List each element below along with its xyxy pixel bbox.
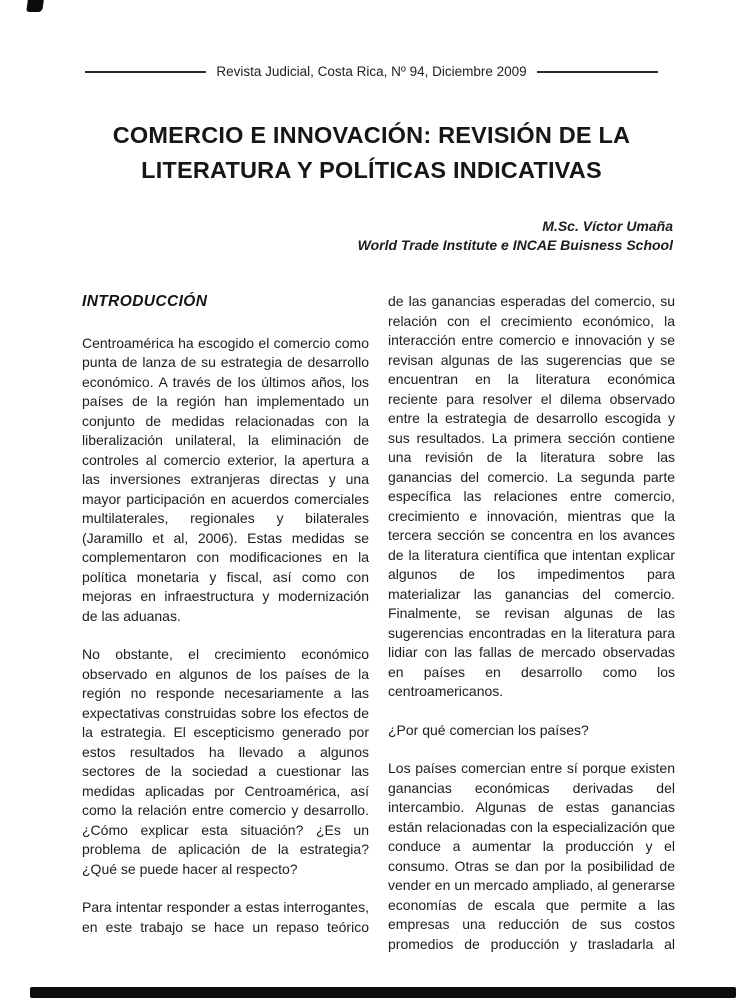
paragraph-left-2: No obstante, el crecimiento económico observado en algunos de los países de la región no responde necesariamente a las expectativas construidas sobre los efectos de la estrategia. El escepticismo generado por estos resultados ha llevado a algunos sectores de la sociedad a cuestionar las medidas aplicadas por Centroamérica, así como la relación entre comercio y desarrollo. ¿Cómo explicar esta situación? ¿Es un problema de aplicación de la estrategia? ¿Qué se puede hacer al respecto? [82, 646, 369, 877]
article-title [0, 118, 743, 188]
header-rule-left [85, 71, 206, 73]
journal-reference: Revista Judicial, Costa Rica, Nº 94, Diciembre 2009 [216, 64, 527, 79]
paragraph-right-1: de las ganancias esperadas del comercio, su relación con el crecimiento económico, la interacción entre comercio e innovación y se revisan algunas de las sugerencias que se encuentran en la literatura económica reciente para resolver el dilema observado entre la estrategia de desarrollo escogida y sus resultados. La primera sección contiene una revisión de la literatura sobre las ganancias del comercio. La segunda parte específica las relaciones entre comercio, crecimiento e innovación, mientras que la tercera sección se concentra en los avances de la literatura científica que intentan explicar algunos de los impedimentos para materializar las ganancias del comercio. Finalmente, se revisan algunas de las sugerencias encontradas en la literatura para lidiar con las fallas de mercado observadas en países en desarrollo como los centroamericanos. [388, 293, 675, 699]
scan-artifact-bottom [30, 987, 736, 998]
section-heading-introduccion: INTRODUCCIÓN [82, 293, 208, 310]
article-title-line-1: COMERCIO E INNOVACIÓN: REVISIÓN DE LA [112, 122, 631, 148]
author-block [358, 217, 673, 254]
paragraph-right-2: Los países comercian entre sí porque existen ganancias económicas derivadas del intercambio. Algunas de estas ganancias están relacionadas con la especialización que conduce a aumentar la producción y el consumo. Otras se dan por la posibilidad de vender en un mercado ampliado, al generarse economías de escala que permite a las empresas una reducción de sus costos promedios de producción y trasladarla al [388, 760, 675, 952]
subheading-question: ¿Por qué comercian los países? [388, 721, 589, 738]
article-title-line-2: LITERATURA Y POLÍTICAS INDICATIVAS [141, 157, 602, 183]
left-column [82, 292, 369, 973]
header-rule-right [537, 71, 658, 73]
paragraph-left-3: Para intentar responder a estas interrogantes, en este trabajo se hace un repaso teórico [82, 899, 369, 935]
paragraph-left-1: Centroamérica ha escogido el comercio como punta de lanza de su estrategia de desarrollo económico. A través de los últimos años, los países de la región han implementado un conjunto de medidas relacionadas con la liberalización unilateral, la eliminación de controles al comercio exterior, la apertura a las inversiones extranjeras directas y una mayor participación en acuerdos comerciales multilaterales, regionales y bilaterales (Jaramillo et al, 2006). Estas medidas se complementaron con modificaciones en la política monetaria y fiscal, así como con mejoras en infraestructura y modernización de las aduanas. [82, 334, 369, 624]
journal-header [85, 64, 658, 79]
article-body [82, 292, 675, 973]
author-affiliation: World Trade Institute e INCAE Buisness School [357, 236, 673, 253]
scan-artifact-top-left [26, 0, 44, 12]
right-column [388, 292, 675, 973]
author-name: M.Sc. Víctor Umaña [542, 218, 673, 234]
